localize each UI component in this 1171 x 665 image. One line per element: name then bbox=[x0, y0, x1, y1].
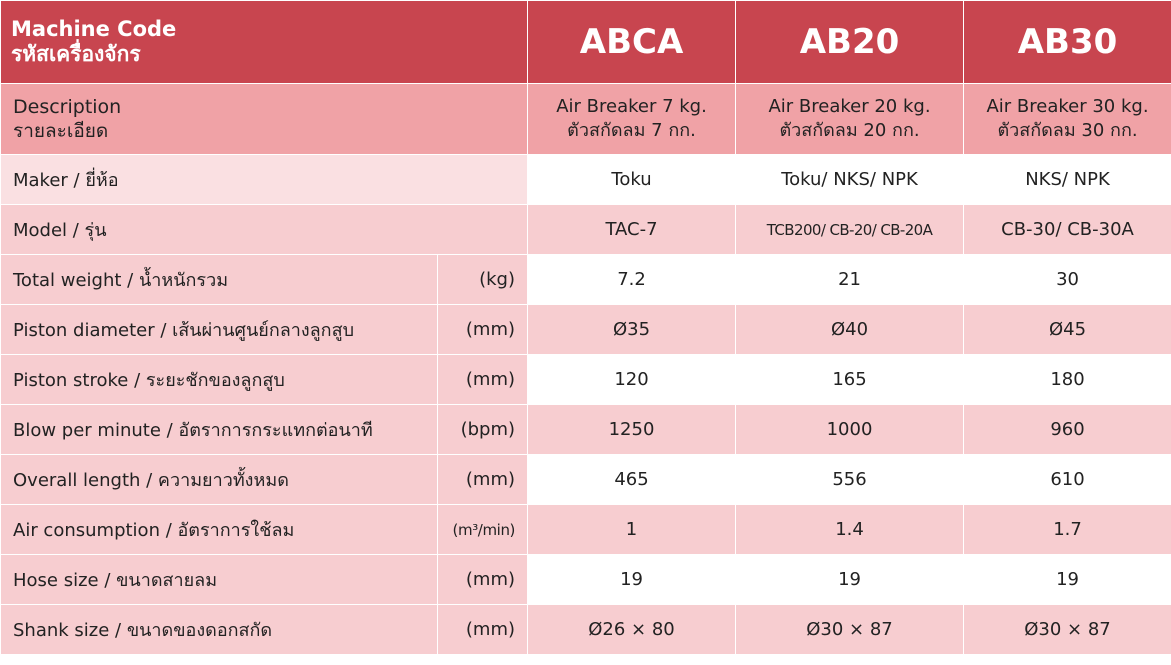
row-value: 21 bbox=[736, 255, 964, 305]
row-label: Maker / ยี่ห้อ bbox=[1, 155, 528, 205]
description-row bbox=[1, 84, 1171, 155]
table-row-maker bbox=[1, 155, 1171, 205]
row-unit: (kg) bbox=[438, 255, 528, 305]
row-label: Blow per minute / อัตราการกระแทกต่อนาที bbox=[1, 405, 438, 455]
row-unit: (bpm) bbox=[438, 405, 528, 455]
table-row-model bbox=[1, 205, 1171, 255]
row-value: 1 bbox=[528, 505, 736, 555]
description-th: ตัวสกัดลม 20 กก. bbox=[779, 120, 920, 141]
row-value: Ø30 × 87 bbox=[964, 605, 1171, 655]
row-value: Toku bbox=[528, 155, 736, 205]
row-label: Total weight / น้ำหนักรวม bbox=[1, 255, 438, 305]
row-value: Ø40 bbox=[736, 305, 964, 355]
description-value bbox=[964, 84, 1171, 155]
row-unit: (mm) bbox=[438, 605, 528, 655]
description-label-en: Description bbox=[13, 96, 122, 118]
description-en: Air Breaker 20 kg. bbox=[768, 96, 931, 117]
table-row-piston-diameter bbox=[1, 305, 1171, 355]
row-value: NKS/ NPK bbox=[964, 155, 1171, 205]
row-value: 19 bbox=[528, 555, 736, 605]
machine-code-title bbox=[1, 1, 528, 84]
row-unit bbox=[438, 505, 528, 555]
table-row-shank-size bbox=[1, 605, 1171, 655]
description-th: ตัวสกัดลม 30 กก. bbox=[997, 120, 1138, 141]
table-row-air-consumption bbox=[1, 505, 1171, 555]
row-value: 180 bbox=[964, 355, 1171, 405]
row-value: Ø26 × 80 bbox=[528, 605, 736, 655]
row-value: 30 bbox=[964, 255, 1171, 305]
description-th: ตัวสกัดลม 7 กก. bbox=[567, 120, 696, 141]
row-value: Ø35 bbox=[528, 305, 736, 355]
code-ab30: AB30 bbox=[964, 1, 1171, 84]
row-value: Ø30 × 87 bbox=[736, 605, 964, 655]
row-value: Ø45 bbox=[964, 305, 1171, 355]
row-value: 1250 bbox=[528, 405, 736, 455]
row-value: 960 bbox=[964, 405, 1171, 455]
description-label-th: รายละเอียด bbox=[13, 120, 109, 142]
header-row bbox=[1, 1, 1171, 84]
row-unit: (mm) bbox=[438, 355, 528, 405]
row-label: Shank size / ขนาดของดอกสกัด bbox=[1, 605, 438, 655]
row-unit-text: (m³/min) bbox=[452, 521, 516, 539]
description-value bbox=[736, 84, 964, 155]
row-value bbox=[736, 205, 964, 255]
row-label: Piston stroke / ระยะชักของลูกสูบ bbox=[1, 355, 438, 405]
row-value: Toku/ NKS/ NPK bbox=[736, 155, 964, 205]
row-value: 19 bbox=[736, 555, 964, 605]
row-unit: (mm) bbox=[438, 305, 528, 355]
row-value: 120 bbox=[528, 355, 736, 405]
description-en: Air Breaker 30 kg. bbox=[986, 96, 1149, 117]
row-value: 19 bbox=[964, 555, 1171, 605]
description-value bbox=[528, 84, 736, 155]
row-value: 7.2 bbox=[528, 255, 736, 305]
table-row-hose-size bbox=[1, 555, 1171, 605]
row-value: 556 bbox=[736, 455, 964, 505]
row-label: Overall length / ความยาวทั้งหมด bbox=[1, 455, 438, 505]
row-label: Hose size / ขนาดสายลม bbox=[1, 555, 438, 605]
row-value-text: TCB200/ CB-20/ CB-20A bbox=[766, 221, 933, 239]
row-value: 465 bbox=[528, 455, 736, 505]
row-unit: (mm) bbox=[438, 455, 528, 505]
description-label bbox=[1, 84, 528, 155]
title-en: Machine Code bbox=[11, 17, 177, 41]
row-value: 165 bbox=[736, 355, 964, 405]
description-en: Air Breaker 7 kg. bbox=[556, 96, 707, 117]
row-value: 1.7 bbox=[964, 505, 1171, 555]
row-value: TAC-7 bbox=[528, 205, 736, 255]
table-row-piston-stroke bbox=[1, 355, 1171, 405]
row-value: CB-30/ CB-30A bbox=[964, 205, 1171, 255]
row-label: Model / รุ่น bbox=[1, 205, 528, 255]
row-value: 610 bbox=[964, 455, 1171, 505]
table-row-overall-length bbox=[1, 455, 1171, 505]
row-label: Piston diameter / เส้นผ่านศูนย์กลางลูกสูบ bbox=[1, 305, 438, 355]
row-value: 1.4 bbox=[736, 505, 964, 555]
table-row-total-weight bbox=[1, 255, 1171, 305]
row-label: Air consumption / อัตราการใช้ลม bbox=[1, 505, 438, 555]
code-abca: ABCA bbox=[528, 1, 736, 84]
code-ab20: AB20 bbox=[736, 1, 964, 84]
row-value: 1000 bbox=[736, 405, 964, 455]
table-row-blow-per-minute bbox=[1, 405, 1171, 455]
title-th: รหัสเครื่องจักร bbox=[11, 42, 141, 66]
row-unit: (mm) bbox=[438, 555, 528, 605]
